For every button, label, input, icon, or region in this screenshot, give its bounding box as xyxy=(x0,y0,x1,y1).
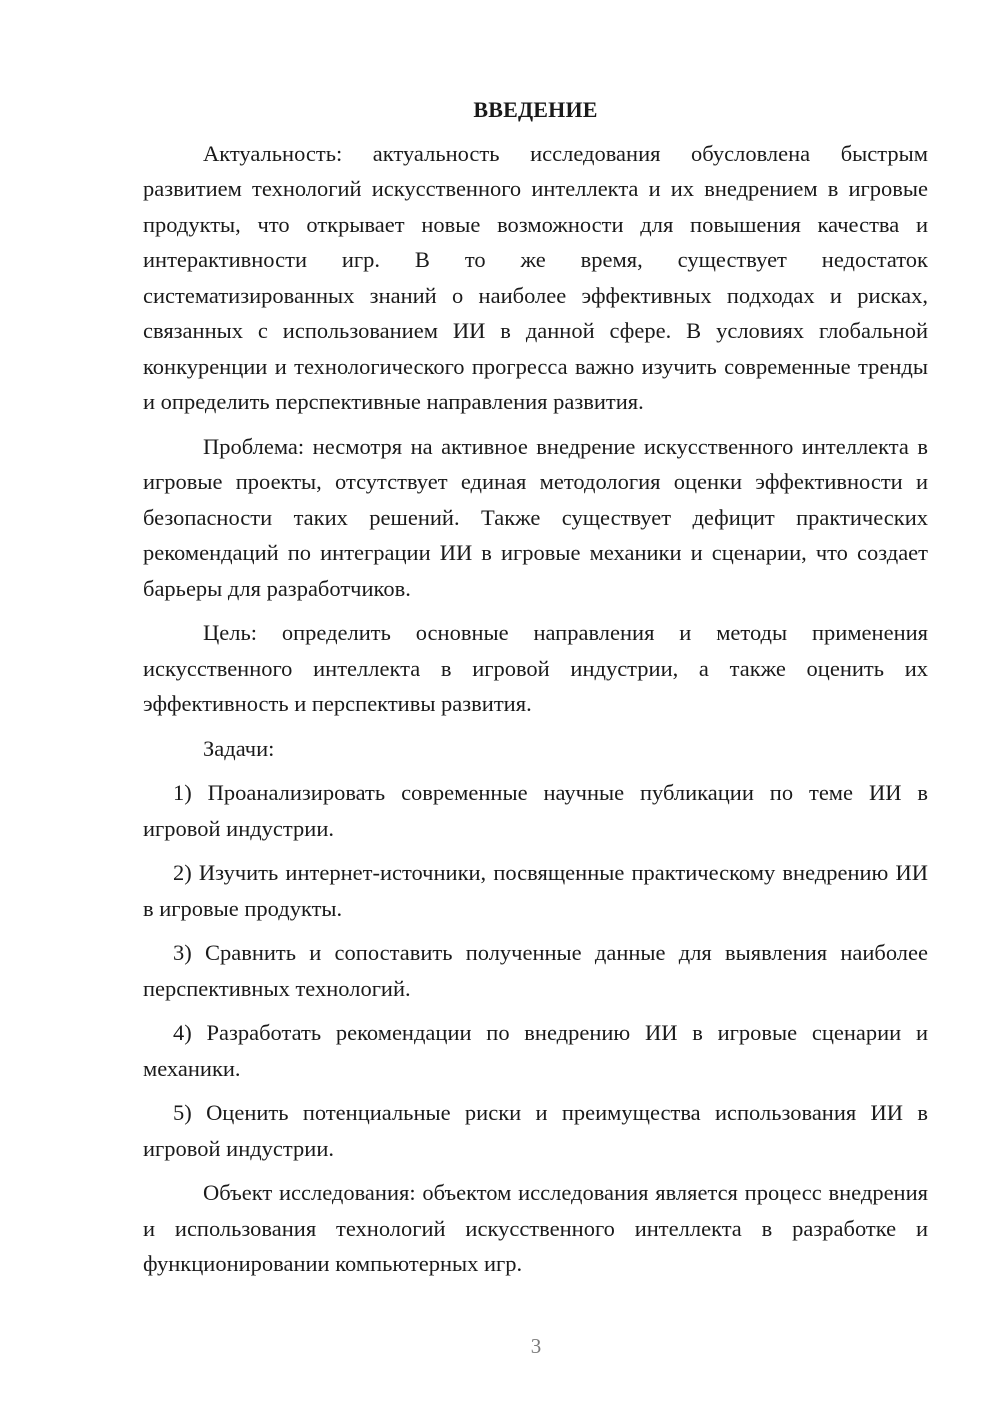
page-number: 3 xyxy=(530,1334,542,1358)
list-item: 5) Оценить потенциальные риски и преимущества использования ИИ в игровой индустрии. xyxy=(143,1100,928,1161)
list-item: 1) Проанализировать современные научные публикации по теме ИИ в игровой индустрии. xyxy=(143,780,928,841)
paragraph-problem: Проблема: несмотря на активное внедрение искусственного интеллекта в игровые проекты, отсутствует единая методология оценки эффективности и безопасности таких решений. Также существует дефицит практических рекомендаций по интеграции ИИ в игровые механики и сценарии, что создает барьеры для разработчиков. xyxy=(143,433,928,601)
paragraph-relevance: Актуальность: актуальность исследования обусловлена быстрым развитием технологий искусственного интеллекта и их внедрением в игровые продукты, что открывает новые возможности для повышения качества и интерактивности игр. В то же время, существует недостаток систематизированных знаний о наиболее эффективных подходах и рисках, связанных с использованием ИИ в данной сфере. В условиях глобальной конкуренции и технологического прогресса важно изучить современные тренды и определить перспективные направления развития. xyxy=(143,140,928,414)
tasks-heading: Задачи: xyxy=(203,735,275,761)
page-title: ВВЕДЕНИЕ xyxy=(473,97,598,122)
list-item: 3) Сравнить и сопоставить полученные данные для выявления наиболее перспективных технологий. xyxy=(143,940,928,1001)
paragraph-object: Объект исследования: объектом исследования является процесс внедрения и использования технологий искусственного интеллекта в разработке и функционировании компьютерных игр. xyxy=(143,1180,928,1276)
list-item: 2) Изучить интернет-источники, посвященные практическому внедрению ИИ в игровые продукты. xyxy=(143,860,928,921)
tasks-list xyxy=(143,775,928,1166)
paragraph-goal: Цель: определить основные направления и методы применения искусственного интеллекта в игровой индустрии, а также оценить их эффективность и перспективы развития. xyxy=(143,620,928,716)
document-page xyxy=(143,92,928,1291)
list-item: 4) Разработать рекомендации по внедрению ИИ в игровые сценарии и механики. xyxy=(143,1020,928,1081)
